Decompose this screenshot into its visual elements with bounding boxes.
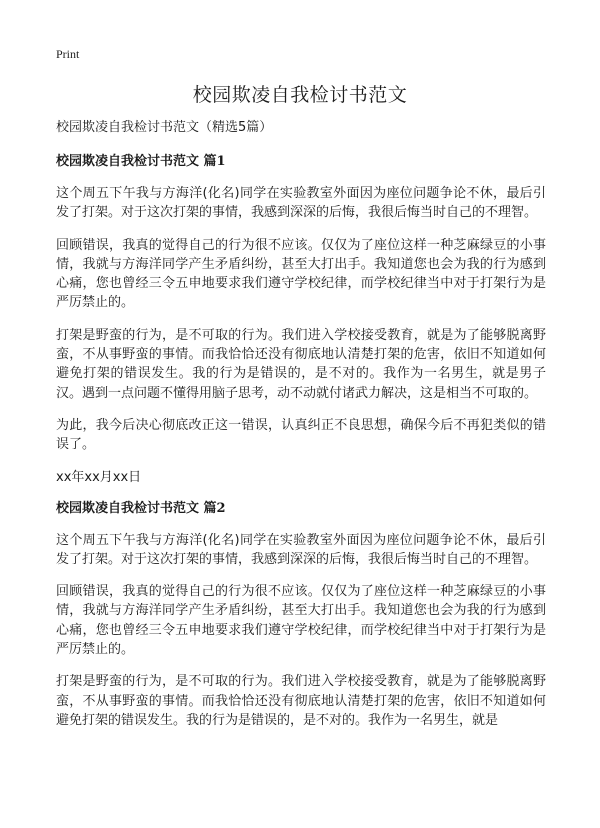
paragraph: 为此，我今后决心彻底改正这一错误，认真纠正不良思想，确保今后不再犯类似的错误了。 xyxy=(56,417,546,453)
paragraph: 回顾错误，我真的觉得自己的行为很不应该。仅仅为了座位这样一种芝麻绿豆的小事情，我就与方海洋同学产生矛盾纠纷，甚至大打出手。我知道您也会为我的行为感到心痛，您也曾经三令五申地要求我们遵守学校纪律，而学校纪律当中对于打架行为是严厉禁止的。 xyxy=(56,237,546,311)
page-title: 校园欺凌自我检讨书范文 xyxy=(192,84,408,106)
paragraph: 打架是野蛮的行为，是不可取的行为。我们进入学校接受教育，就是为了能够脱离野蛮，不从事野蛮的事情。而我恰恰还没有彻底地认清楚打架的危害，依旧不知道如何避免打架的错误发生。我的行为是错误的，是不对的。我作为一名男生，就是男子汉。遇到一点问题不懂得用脑子思考，动不动就付诸武力解决，这是相当不可取的。 xyxy=(56,327,546,401)
section-2 xyxy=(56,499,546,731)
section-date: xx年xx月xx日 xyxy=(56,469,142,485)
print-link[interactable]: Print xyxy=(56,47,80,61)
section-heading: 校园欺凌自我检讨书范文 篇2 xyxy=(56,500,226,516)
paragraph: 回顾错误，我真的觉得自己的行为很不应该。仅仅为了座位这样一种芝麻绿豆的小事情，我就与方海洋同学产生矛盾纠纷，甚至大打出手。我知道您也会为我的行为感到心痛，您也曾经三令五申地要求我们遵守学校纪律，而学校纪律当中对于打架行为是严厉禁止的。 xyxy=(56,584,546,658)
paragraph: 这个周五下午我与方海洋(化名)同学在实验教室外面因为座位问题争论不休，最后引发了打架。对于这次打架的事情，我感到深深的后悔，我很后悔当时自己的不理智。 xyxy=(56,186,546,221)
paragraph: 打架是野蛮的行为，是不可取的行为。我们进入学校接受教育，就是为了能够脱离野蛮，不从事野蛮的事情。而我恰恰还没有彻底地认清楚打架的危害，依旧不知道如何避免打架的错误发生。我的行为是错误的，是不对的。我作为一名男生，就是 xyxy=(56,674,546,728)
document-body xyxy=(56,118,546,743)
section-1 xyxy=(56,152,546,487)
section-heading: 校园欺凌自我检讨书范文 篇1 xyxy=(56,154,226,169)
paragraph: 这个周五下午我与方海洋(化名)同学在实验教室外面因为座位问题争论不休，最后引发了打架。对于这次打架的事情，我感到深深的后悔，我很后悔当时自己的不理智。 xyxy=(56,532,546,567)
document-subtitle: 校园欺凌自我检讨书范文（精选5篇） xyxy=(56,120,273,135)
